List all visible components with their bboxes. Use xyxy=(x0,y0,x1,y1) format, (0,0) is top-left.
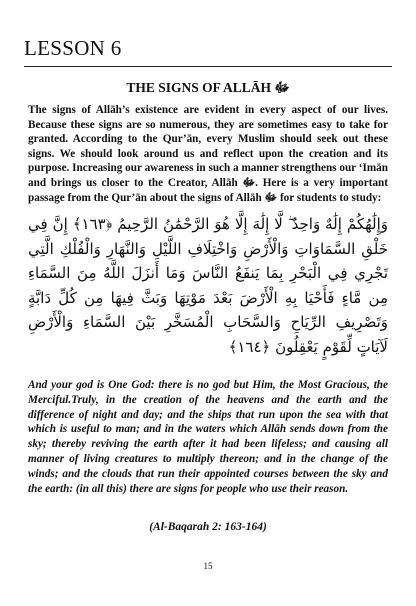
page-number: 15 xyxy=(203,561,213,571)
intro-paragraph: The signs of Allāh’s existence are evident in every aspect of our lives. Because these signs are so numerous, they are sometimes easy to take for granted. According to the Qur’ān, every Muslim should seek out these signs. We should look around us and reflect upon the creation and its purpose. Increasing our awareness in such a manner strengthens our ‘Imān and brings us closer to the Creator, Allāh ﷻ. Here is a very important passage from the Qur’ān about the signs of Allāh ﷻ for students to study: xyxy=(28,104,389,204)
lesson-heading: LESSON 6 xyxy=(24,36,122,60)
verse-translation: And your god is One God: there is no god but Him, the Most Gracious, the Merciful.Truly, in the creation of the heavens and the earth and the difference of night and day; and the ships that run upon the sea with that which is useful to man; and in the waters which Allāh sends down from the sky; thereby reviving the earth after it had been lifeless; and causing all manner of living creatures to multiply thereon; and in the change of the winds; and the clouds that run their appointed courses between the sky and the earth: (in all this) there are signs for people who use their reason. xyxy=(28,379,388,495)
section-title: THE SIGNS OF ALLĀH ﷻ xyxy=(126,80,290,95)
header-divider xyxy=(24,66,392,67)
arabic-verse: وَإِلَٰهُكُمْ إِلَٰهٌ وَاحِدٌ ۖ لَّا إِلَٰهَ إِلَّا هُوَ الرَّحْمَٰنُ الرَّحِيمُ ﴿١٦٣﴾ إِنَّ فِي خَلْقِ السَّمَاوَاتِ وَالْأَرْضِ وَاخْتِلَافِ اللَّيْلِ وَالنَّهَارِ وَالْفُلْكِ الَّتِي تَجْرِي فِي الْبَحْرِ بِمَا يَنفَعُ النَّاسَ وَمَا أَنزَلَ اللَّهُ مِنَ السَّمَاءِ مِن مَّاءٍ فَأَحْيَا بِهِ الْأَرْضَ بَعْدَ مَوْتِهَا وَبَثَّ فِيهَا مِن كُلِّ دَابَّةٍ وَتَصْرِيفِ الرِّيَاحِ وَالسَّحَابِ الْمُسَخَّرِ بَيْنَ السَّمَاءِ وَالْأَرْضِ لَآيَاتٍ لِّقَوْمٍ يَعْقِلُونَ ﴿١٦٤﴾ xyxy=(28,215,388,356)
verse-reference: (Al-Baqarah 2: 163-164) xyxy=(149,521,267,533)
